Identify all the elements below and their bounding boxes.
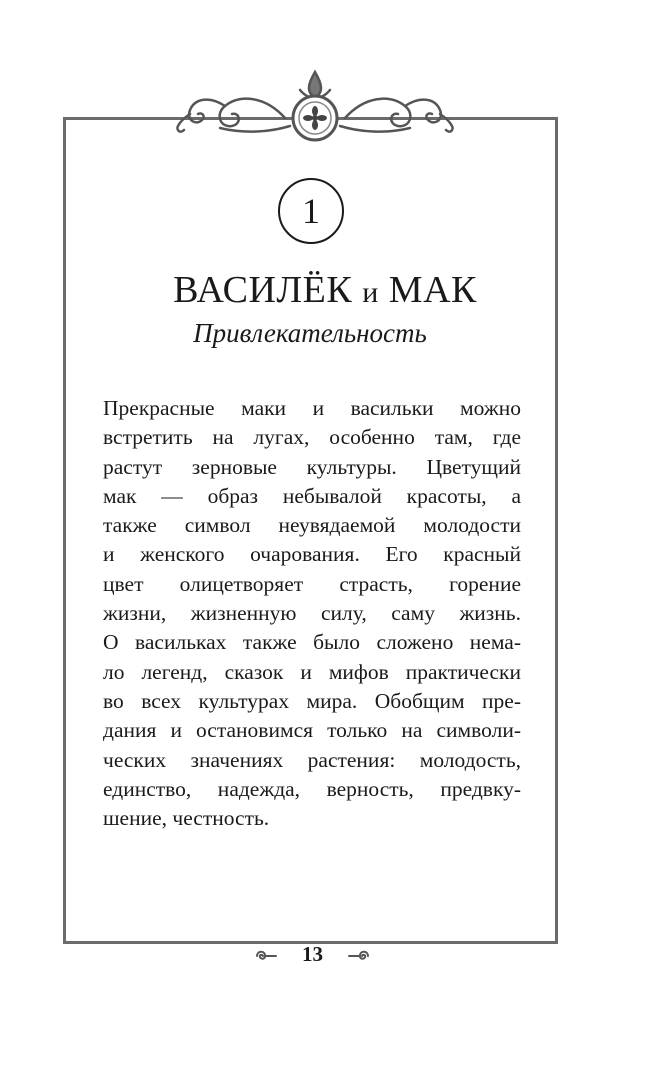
body-line: ло легенд, сказок и мифов практически [103, 659, 521, 684]
chapter-number: 1 [302, 191, 320, 231]
body-line: О васильках также было сложено нема- [103, 630, 521, 655]
body-line: растут зерновые культуры. Цветущий [103, 454, 521, 479]
chapter-number-badge [278, 178, 344, 244]
title-part1: ВАСИЛЁК [173, 269, 353, 311]
title-conjunction: и [362, 276, 379, 309]
body-line: цвет олицетворяет страсть, горение [103, 571, 521, 596]
body-line: единство, надежда, верность, предвку- [103, 776, 521, 801]
title-part2: МАК [388, 269, 477, 311]
body-line: жизни, жизненную силу, саму жизнь. [103, 601, 521, 626]
body-line: ческих значениях растения: молодость, [103, 747, 521, 772]
body-line: мак — образ небывалой красоты, а [103, 483, 521, 508]
body-line: шение, честность. [103, 806, 270, 831]
page-footer [255, 940, 370, 970]
flourish-ornament-icon [170, 66, 460, 146]
chapter-title [0, 268, 650, 312]
body-line: и женского очарования. Его красный [103, 542, 521, 567]
body-line: встретить на лугах, особенно там, где [103, 425, 521, 450]
page-number: 13 [302, 942, 323, 966]
body-line: во всех культурах мира. Обобщим пре- [103, 688, 521, 713]
body-line: Прекрасные маки и васильки можно [103, 396, 521, 420]
chapter-subtitle: Привлекательность [193, 318, 427, 348]
spiral-right-icon [348, 948, 370, 964]
body-line: дания и остановимся только на символи- [103, 718, 521, 743]
body-line: также символ неувядаемой молодости [103, 513, 521, 538]
body-paragraph [103, 394, 521, 833]
